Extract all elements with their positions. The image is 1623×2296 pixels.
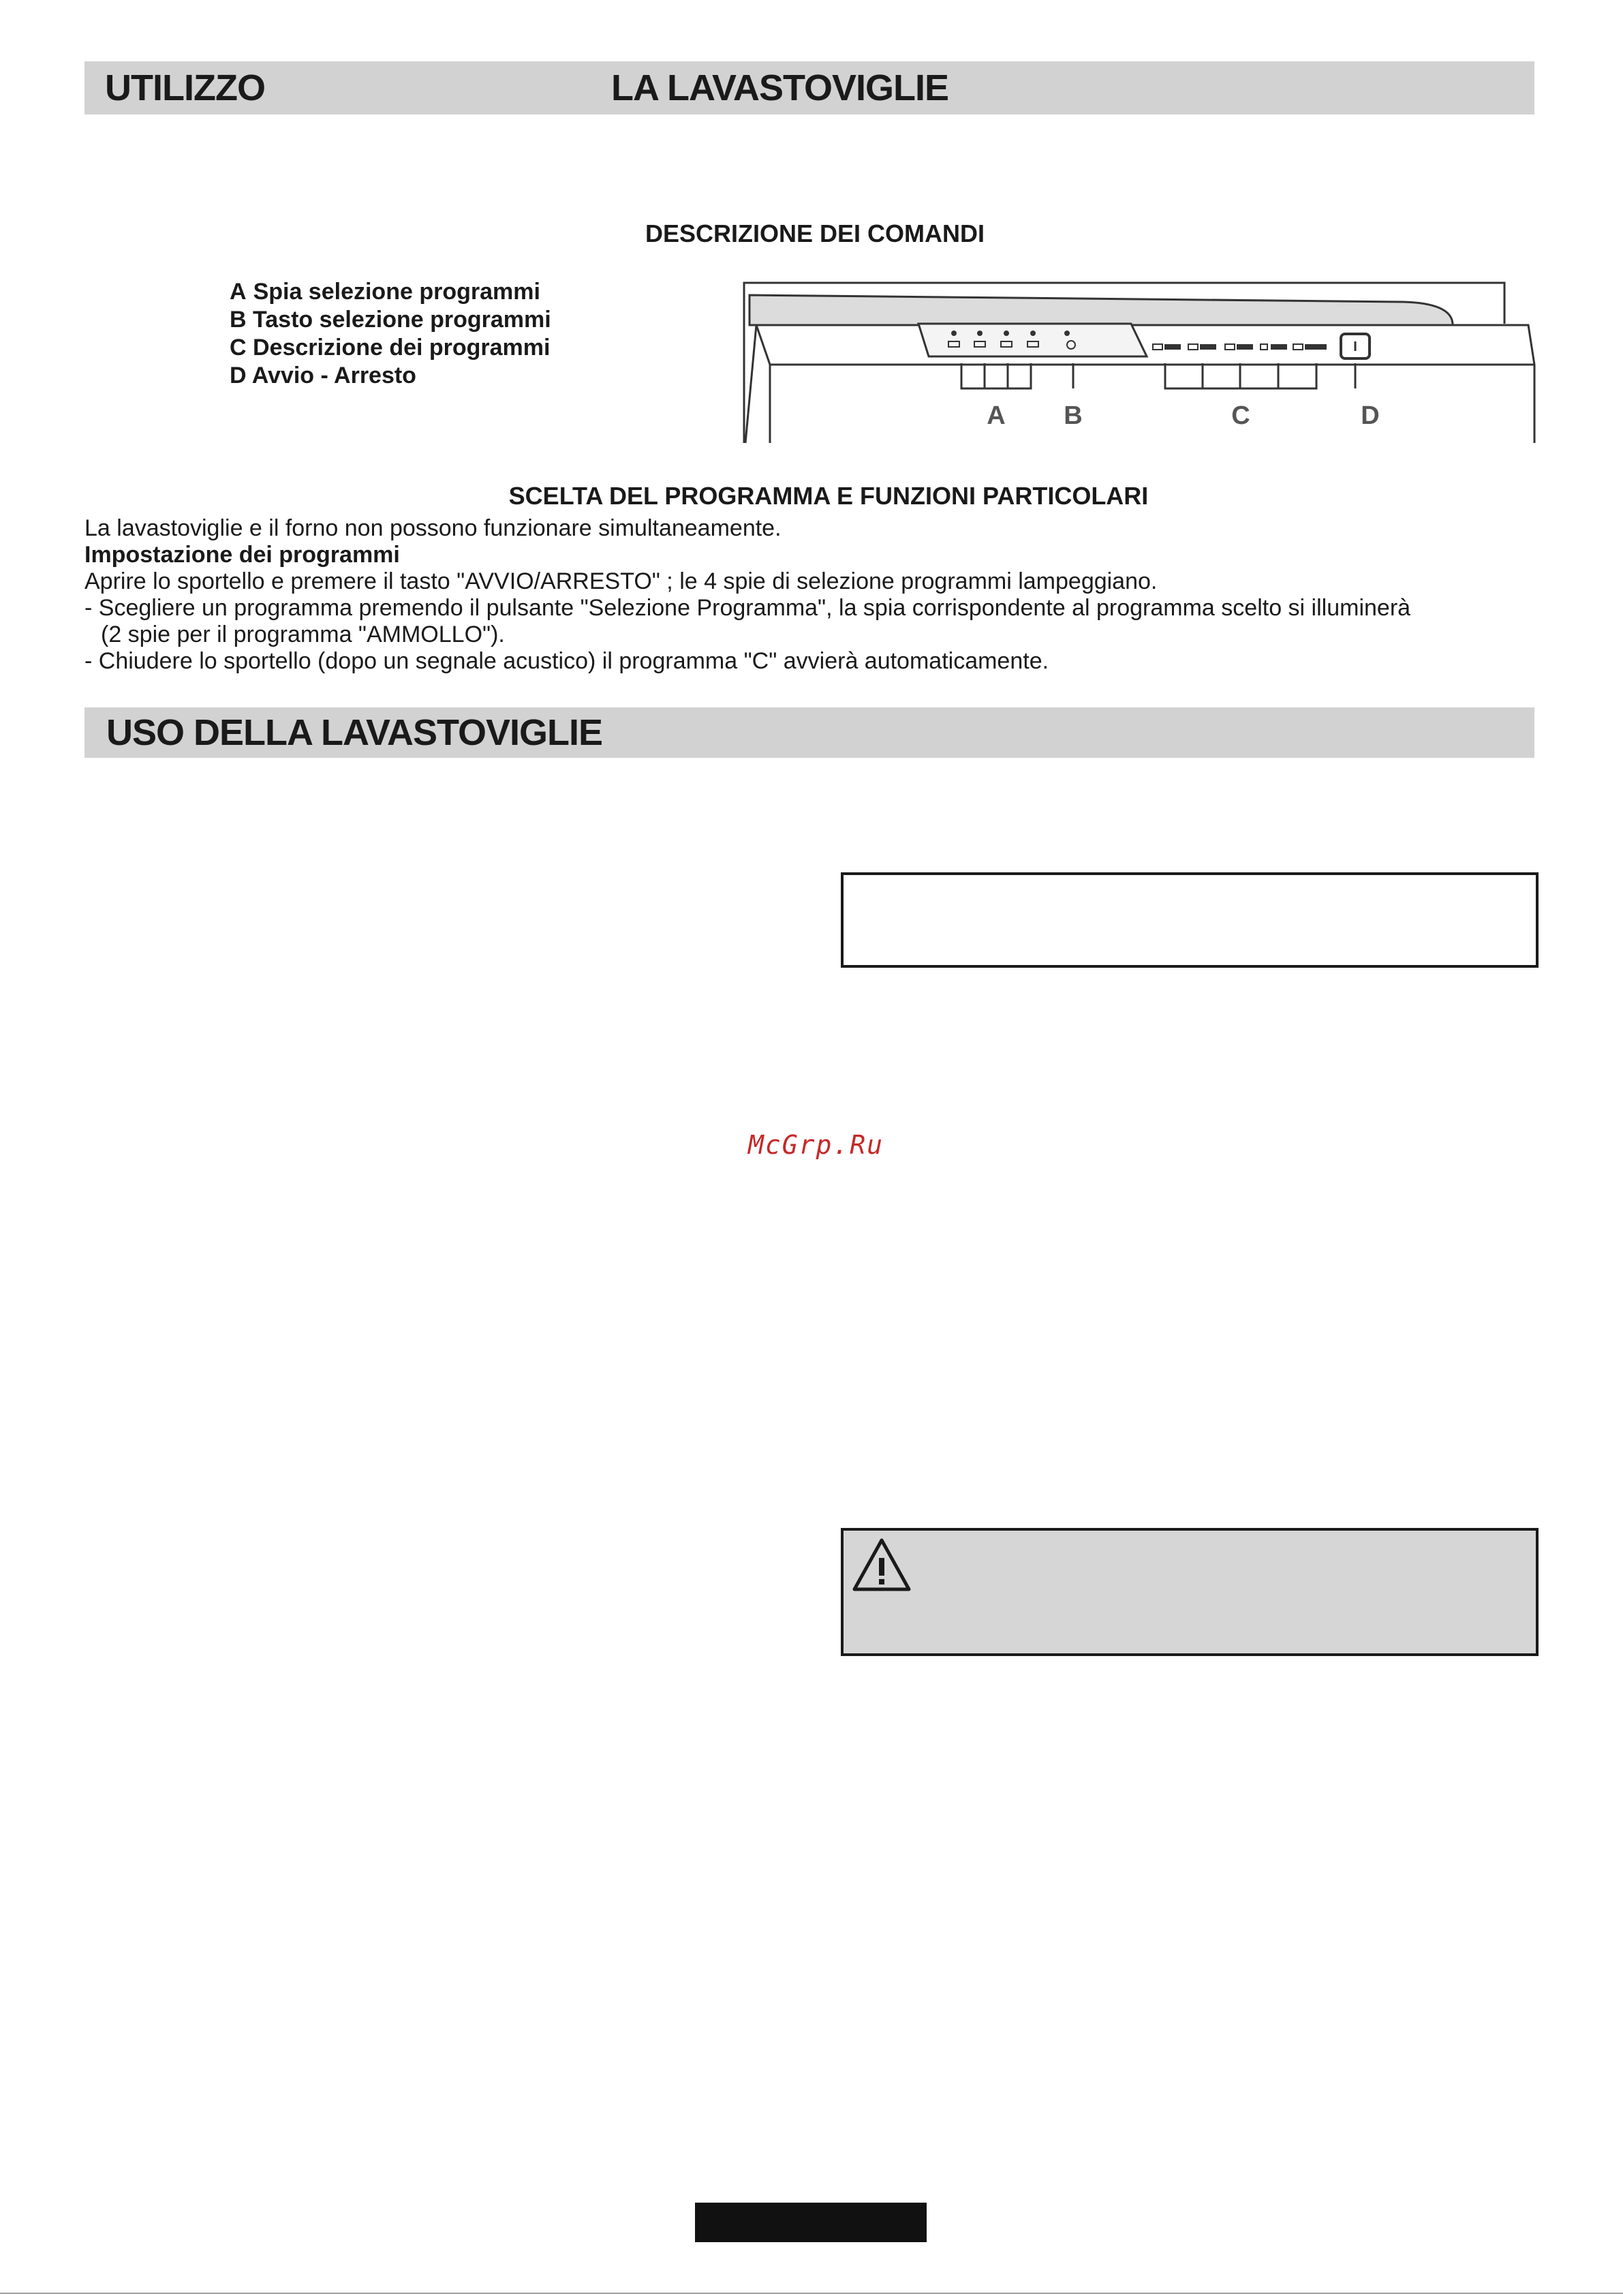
instruction-line-3: - Chiudere lo sportello (dopo un segnale acustico) il programma "C" avvierà automaticamente.	[84, 648, 1049, 674]
intro-paragraph: La lavastoviglie e il forno non possono funzionare simultaneamente.	[84, 515, 782, 541]
controls-legend	[230, 278, 584, 390]
instruction-line-2-continued: (2 spie per il programma "AMMOLLO").	[101, 622, 505, 647]
section-title-lavastoviglie: LA LAVASTOVIGLIE	[611, 67, 949, 108]
legend-letter: D	[230, 363, 247, 388]
instruction-line-2: - Scegliere un programma premendo il pulsante "Selezione Programma", la spia corrispondente al programma scelto si illuminerà	[84, 595, 1411, 621]
legend-text: Tasto selezione programmi	[253, 307, 551, 333]
legend-letter: A	[230, 279, 247, 305]
legend-letter: B	[230, 307, 247, 333]
instruction-line-1: Aprire lo sportello e premere il tasto "AVVIO/ARRESTO" ; le 4 spie di selezione programmi lampeggiano.	[84, 568, 1158, 594]
legend-text: Descrizione dei programmi	[253, 335, 551, 361]
diagram-label-a: A	[987, 401, 1006, 430]
warning-box	[841, 1528, 1539, 1656]
legend-item-c	[230, 334, 584, 362]
controls-heading: DESCRIZIONE DEI COMANDI	[645, 219, 985, 247]
page-number-block	[695, 2203, 927, 2242]
diagram-label-c: C	[1231, 401, 1250, 430]
program-heading: SCELTA DEL PROGRAMMA E FUNZIONI PARTICOLARI	[508, 482, 1149, 510]
program-instructions	[84, 515, 1543, 675]
legend-text: Spia selezione programmi	[253, 279, 540, 305]
note-box	[841, 872, 1539, 968]
diagram-label-b: B	[1064, 401, 1083, 430]
instructions-subheading: Impostazione dei programmi	[84, 542, 400, 568]
legend-text: Avvio - Arresto	[251, 363, 416, 388]
header-bar	[84, 61, 1534, 114]
legend-item-a	[230, 278, 584, 306]
legend-letter: C	[230, 335, 247, 361]
usage-section-bar	[84, 707, 1534, 758]
program-symbols	[1153, 344, 1326, 350]
watermark: McGrp.Ru	[748, 1130, 884, 1160]
section-title-utilizzo: UTILIZZO	[105, 67, 265, 108]
warning-triangle-icon	[850, 1536, 913, 1593]
usage-section-title: USO DELLA LAVASTOVIGLIE	[106, 712, 603, 753]
legend-item-b	[230, 306, 584, 334]
control-panel-diagram	[736, 276, 1540, 446]
diagram-label-d: D	[1361, 401, 1380, 430]
bottom-edge-line	[0, 2293, 1623, 2294]
legend-item-d	[230, 362, 584, 390]
